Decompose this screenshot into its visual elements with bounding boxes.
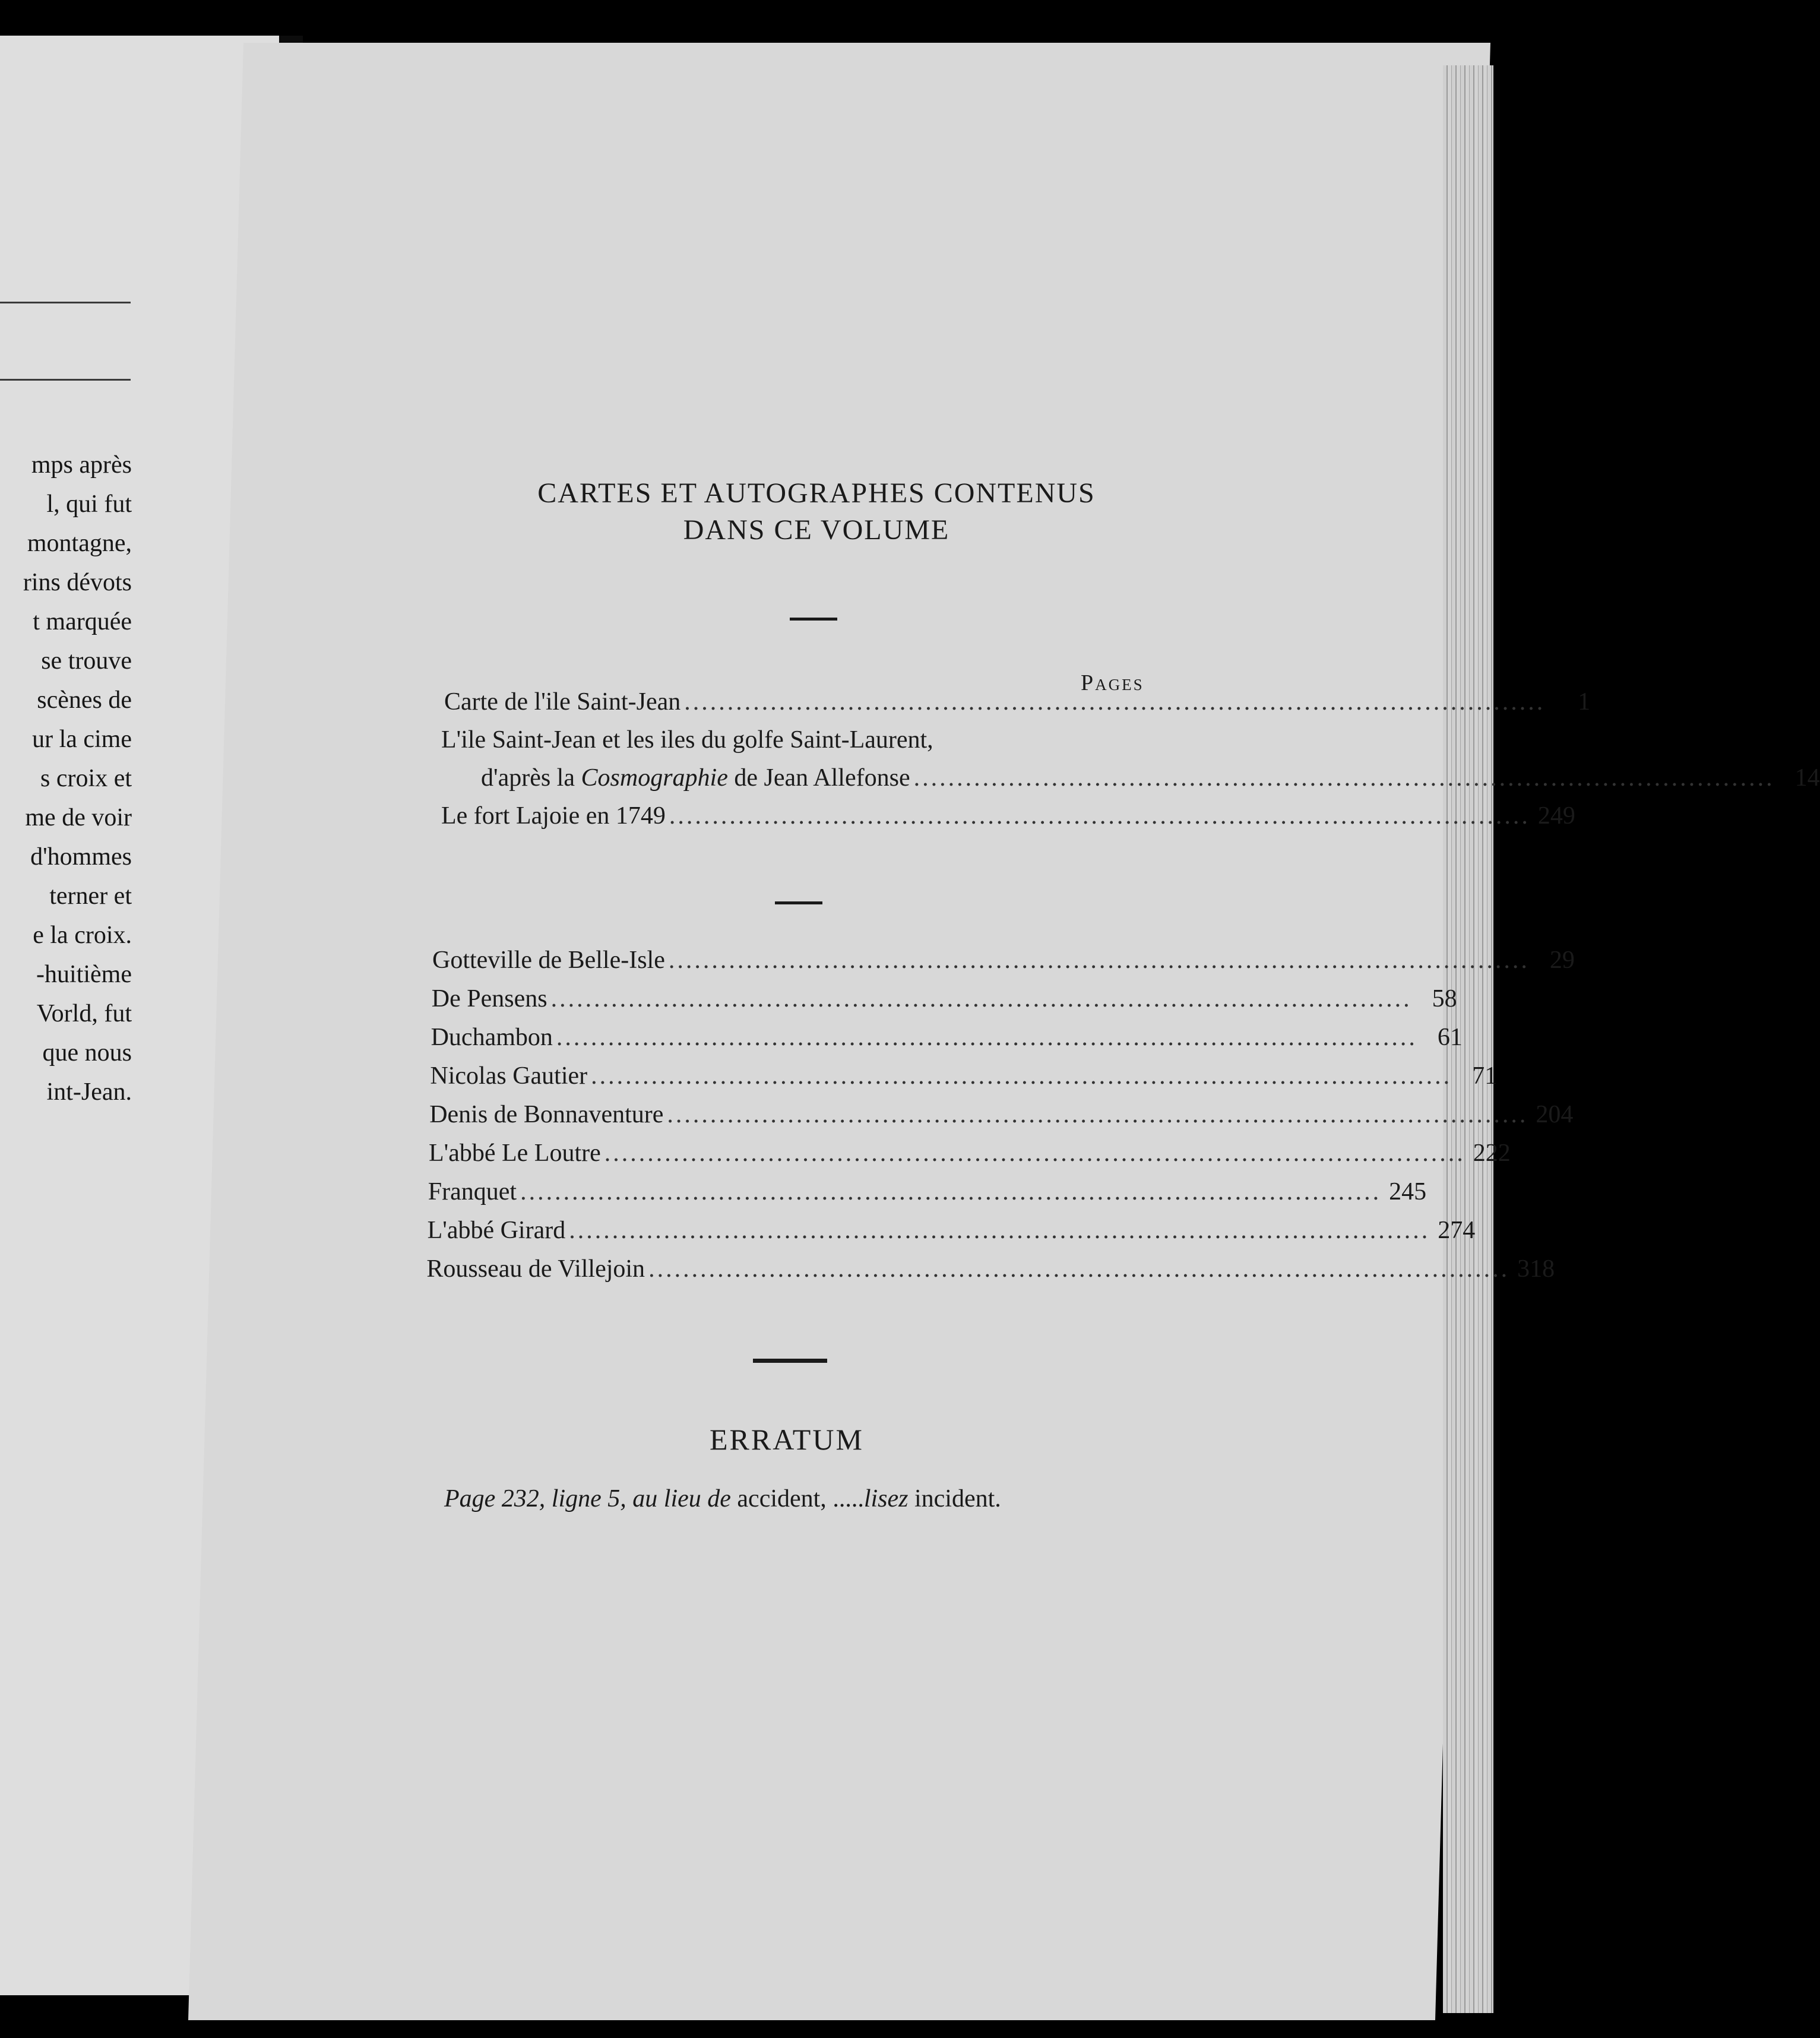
entry-page: 61 [1437,1024,1463,1051]
entry-page: 29 [1549,947,1575,974]
entry-page: 222 [1473,1140,1511,1167]
leader-dots: .................................................................................................... [556,1024,1417,1051]
entry-page: 245 [1389,1178,1427,1205]
erratum-part: accident, [737,1485,827,1512]
left-page-line: t marquée [33,608,132,635]
title-line-1: CARTES ET AUTOGRAPHES CONTENUS [537,477,1096,509]
left-page-line: mps après [31,451,132,479]
erratum-part: Page 232, ligne 5, au lieu de [444,1485,731,1512]
erratum-text [444,1485,1001,1513]
entry-label: L'abbé Le Loutre [429,1140,601,1167]
leader-dots: .................................................................................................... [550,985,1412,1012]
entry-label [481,764,910,792]
entry-page: 318 [1517,1255,1555,1283]
title-line-2: DANS CE VOLUME [683,514,950,546]
left-page-line: me de voir [25,804,132,831]
left-page-line: rins dévots [23,569,132,596]
toc-entry-line [441,726,933,754]
entry-label: Le fort Lajoie en 1749 [441,802,666,830]
page-title [505,475,1128,549]
leader-dots: .................................................................................................... [591,1062,1452,1090]
divider [0,302,131,303]
entry-label: Rousseau de Villejoin [426,1255,645,1283]
entry-label: Franquet [428,1178,517,1205]
erratum-part: incident. [914,1485,1001,1512]
toc-entry [429,1100,1574,1129]
left-page-line: ur la cime [32,726,132,753]
leader-dots: .................................................................................................... [669,802,1530,830]
entry-page: 14 [1794,764,1820,792]
divider [790,618,837,621]
entry-page: 1 [1578,688,1591,716]
leader-dots: .................................................................................................... [667,1101,1528,1128]
toc-entry [441,802,1575,830]
entry-page: 71 [1472,1062,1498,1090]
leader-dots: .................................................................................................... [604,1140,1466,1167]
divider [0,379,131,381]
leader-dots: .................................................................................................... [569,1217,1430,1244]
leader-dots: .................................................................................................... [520,1178,1382,1205]
toc-entry [431,985,1457,1013]
erratum-part: ..... [833,1485,864,1512]
erratum-part: lisez [863,1485,909,1512]
left-page-line: terner et [49,882,132,910]
toc-entry [481,764,1820,792]
entry-label: L'abbé Girard [427,1217,566,1244]
left-page-line: se trouve [41,647,132,675]
entry-label-post: de Jean Allefonse [734,764,910,792]
entry-label-italic: Cosmographie [581,764,728,792]
entry-label: De Pensens [431,985,547,1012]
pages-heading: Pages [1081,670,1144,695]
entry-label: Gotteville de Belle-Isle [432,947,665,974]
left-page-text [23,445,132,1112]
toc-entry [428,1178,1427,1206]
entry-page: 249 [1537,802,1575,830]
toc-entry [431,1023,1463,1052]
entry-page: 58 [1432,985,1457,1012]
leader-dots: .................................................................................................... [668,947,1530,974]
entry-page: 204 [1536,1101,1574,1128]
entry-page: 274 [1438,1217,1476,1244]
left-page-line: que nous [42,1039,132,1067]
left-page-line: s croix et [40,765,132,792]
leader-dots: .................................................................................................... [913,764,1775,792]
toc-entry [432,946,1575,974]
divider [753,1359,827,1363]
left-page-line: Vorld, fut [36,1000,132,1027]
left-page-line: montagne, [27,530,132,557]
left-page-line: d'hommes [30,843,132,871]
toc-entry [427,1216,1476,1245]
left-page-line: scènes de [37,686,132,714]
leader-dots: .................................................................................................... [648,1255,1510,1283]
entry-label-pre: d'après la [481,764,575,792]
toc-entry [430,1062,1498,1090]
entry-label: Carte de l'ile Saint-Jean [444,688,681,716]
entry-label: Nicolas Gautier [430,1062,588,1090]
left-page-line: l, qui fut [46,490,132,518]
left-page-line: e la croix. [33,922,132,949]
leader-dots: .................................................................................................... [684,688,1546,716]
left-page-line: int-Jean. [46,1078,132,1106]
toc-entry [429,1139,1511,1167]
erratum-title: ERRATUM [710,1423,864,1456]
entry-label: Denis de Bonnaventure [429,1101,664,1128]
toc-entry [444,688,1591,716]
divider [775,901,822,904]
left-page-line: -huitième [36,961,132,988]
entry-label: L'ile Saint-Jean et les iles du golfe Saint-Laurent, [441,726,933,754]
toc-entry [426,1255,1555,1283]
entry-label: Duchambon [431,1024,553,1051]
